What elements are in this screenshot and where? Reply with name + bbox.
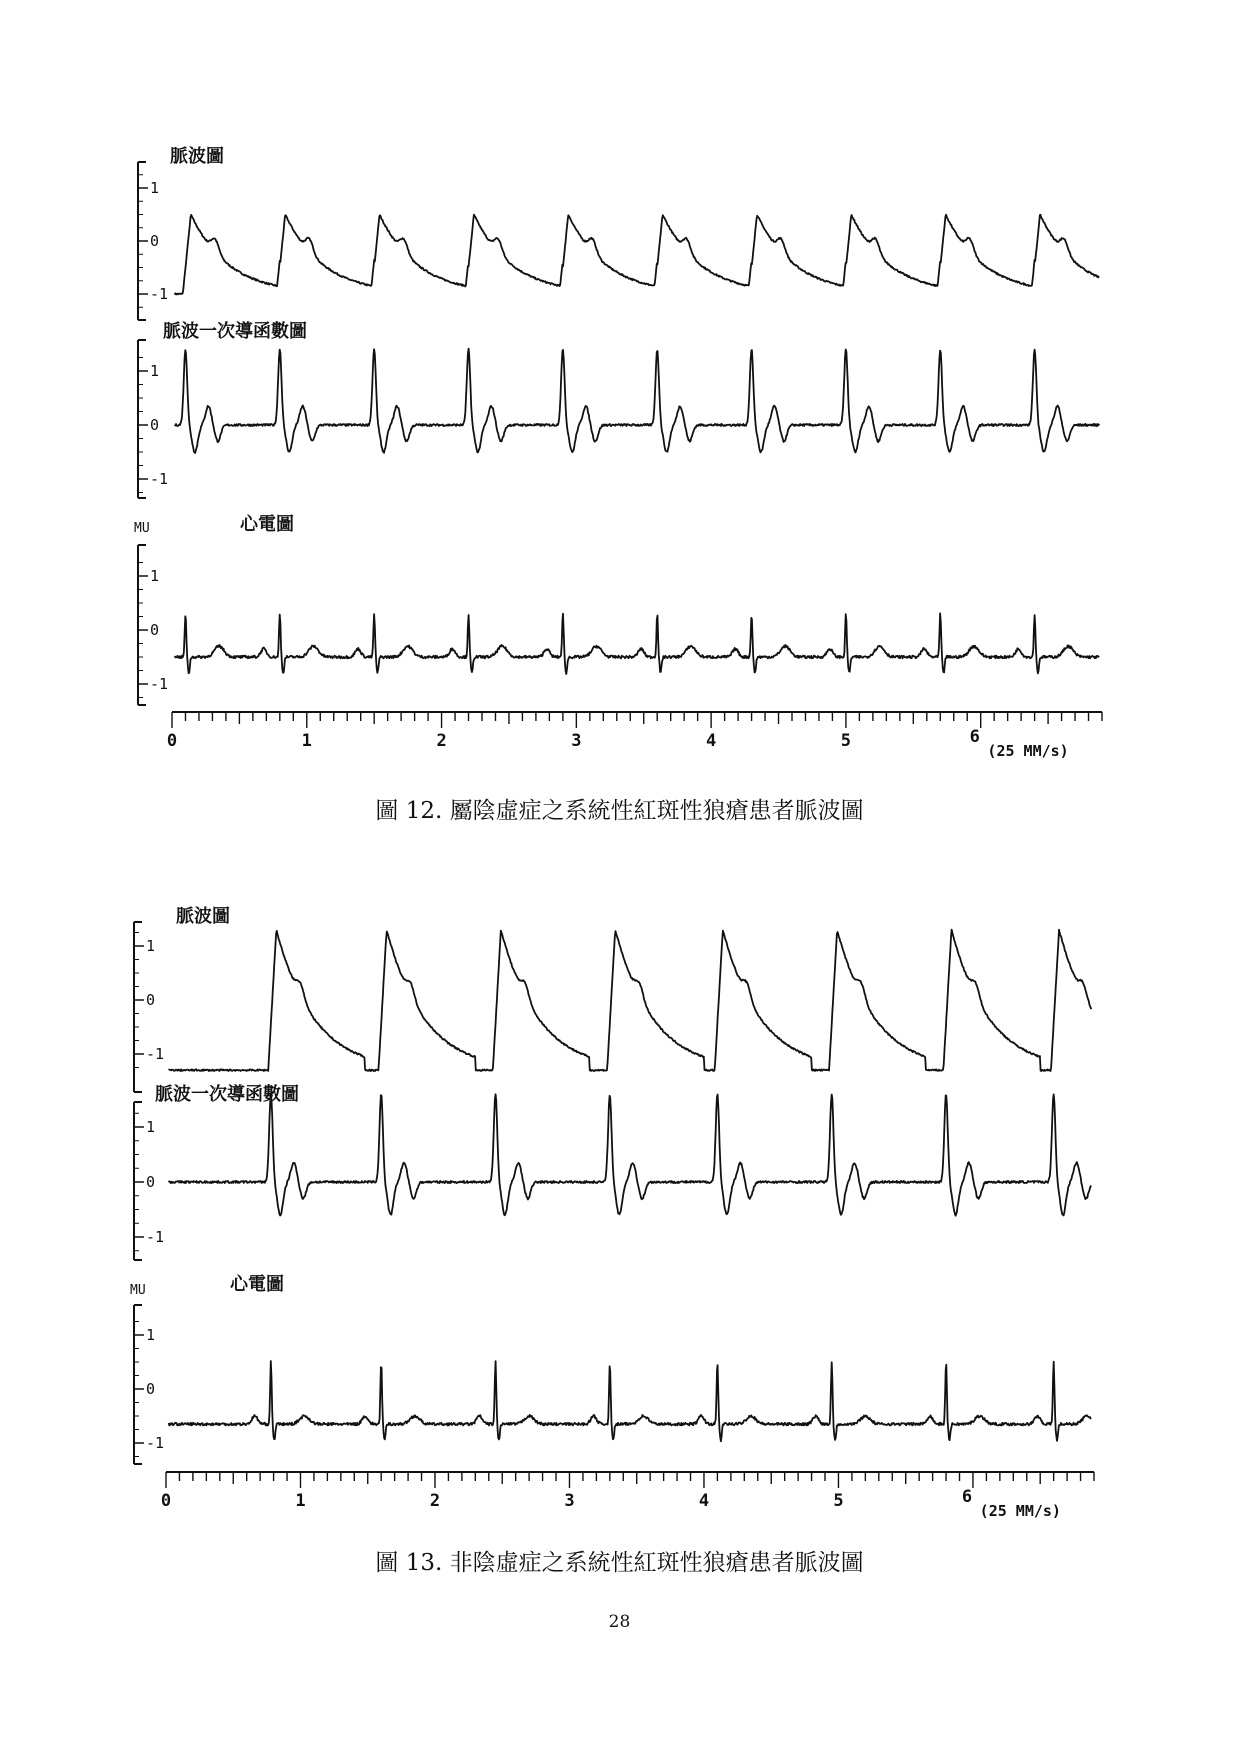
derivative-tick-label: 1 — [146, 1118, 156, 1136]
pulse-tick-label: -1 — [146, 1045, 165, 1063]
derivative-tick-label: 0 — [150, 416, 160, 434]
figure-12-chart — [0, 0, 1239, 800]
pulse-panel-title: 脈波圖 — [176, 906, 230, 927]
figure-12-caption: 圖 12. 屬陰虛症之系統性紅斑性狼瘡患者脈波圖 — [375, 798, 864, 824]
pulse-tick-label: 0 — [146, 991, 156, 1009]
page-number: 28 — [608, 1612, 631, 1632]
figure-13-chart — [0, 880, 1239, 1580]
pulse-panel-title: 脈波圖 — [170, 146, 224, 167]
mv-unit-label: MU — [134, 521, 150, 536]
pulse-tick-label: -1 — [150, 285, 169, 303]
figure-12 — [0, 0, 1239, 824]
derivative-tick-label: 1 — [150, 362, 160, 380]
ecg-panel-title: 心電圖 — [230, 1274, 284, 1295]
derivative-tick-label: -1 — [146, 1228, 165, 1246]
time-scale-unit: (25 MM/s) — [979, 1502, 1061, 1520]
time-scale-label: 1 — [301, 731, 312, 751]
time-scale-unit: (25 MM/s) — [987, 742, 1069, 760]
derivative-tick-label: -1 — [150, 470, 169, 488]
derivative-trace — [169, 1094, 1092, 1216]
time-scale-label: 0 — [166, 731, 178, 751]
derivative-tick-label: 0 — [146, 1173, 156, 1191]
time-scale-label: 1 — [295, 1491, 306, 1511]
time-scale-label: 4 — [698, 1491, 710, 1511]
figure-13 — [0, 880, 1239, 1600]
time-scale-label: 5 — [840, 731, 852, 751]
pulse-trace — [175, 215, 1100, 295]
pulse-tick-label: 1 — [146, 937, 156, 955]
ecg-tick-label: -1 — [146, 1434, 165, 1452]
time-scale-label: 0 — [160, 1491, 172, 1511]
derivative-trace — [175, 349, 1100, 453]
ecg-trace — [169, 1361, 1092, 1441]
time-scale-label: 5 — [833, 1491, 844, 1511]
ecg-tick-label: -1 — [150, 675, 169, 693]
ecg-tick-label: 0 — [150, 621, 160, 639]
pulse-tick-label: 0 — [150, 232, 160, 250]
ecg-tick-label: 0 — [146, 1380, 156, 1398]
derivative-panel-title: 脈波一次導函數圖 — [163, 321, 307, 342]
time-scale-label: 4 — [706, 731, 717, 751]
time-scale-label: 6 — [969, 727, 980, 747]
time-scale-label: 6 — [961, 1487, 973, 1507]
ecg-tick-label: 1 — [150, 567, 160, 585]
ecg-trace — [175, 613, 1100, 674]
time-scale-label: 3 — [571, 731, 582, 751]
figure-13-caption: 圖 13. 非陰虛症之系統性紅斑性狼瘡患者脈波圖 — [375, 1550, 864, 1576]
pulse-tick-label: 1 — [150, 179, 160, 197]
ecg-panel-title: 心電圖 — [240, 514, 294, 535]
pulse-trace — [169, 930, 1092, 1071]
ecg-tick-label: 1 — [146, 1326, 156, 1344]
time-scale-label: 2 — [429, 1491, 441, 1511]
derivative-panel-title: 脈波一次導函數圖 — [155, 1084, 299, 1105]
time-scale-label: 2 — [436, 731, 447, 751]
time-scale-label: 3 — [564, 1491, 575, 1511]
mv-unit-label: MU — [130, 1283, 146, 1298]
